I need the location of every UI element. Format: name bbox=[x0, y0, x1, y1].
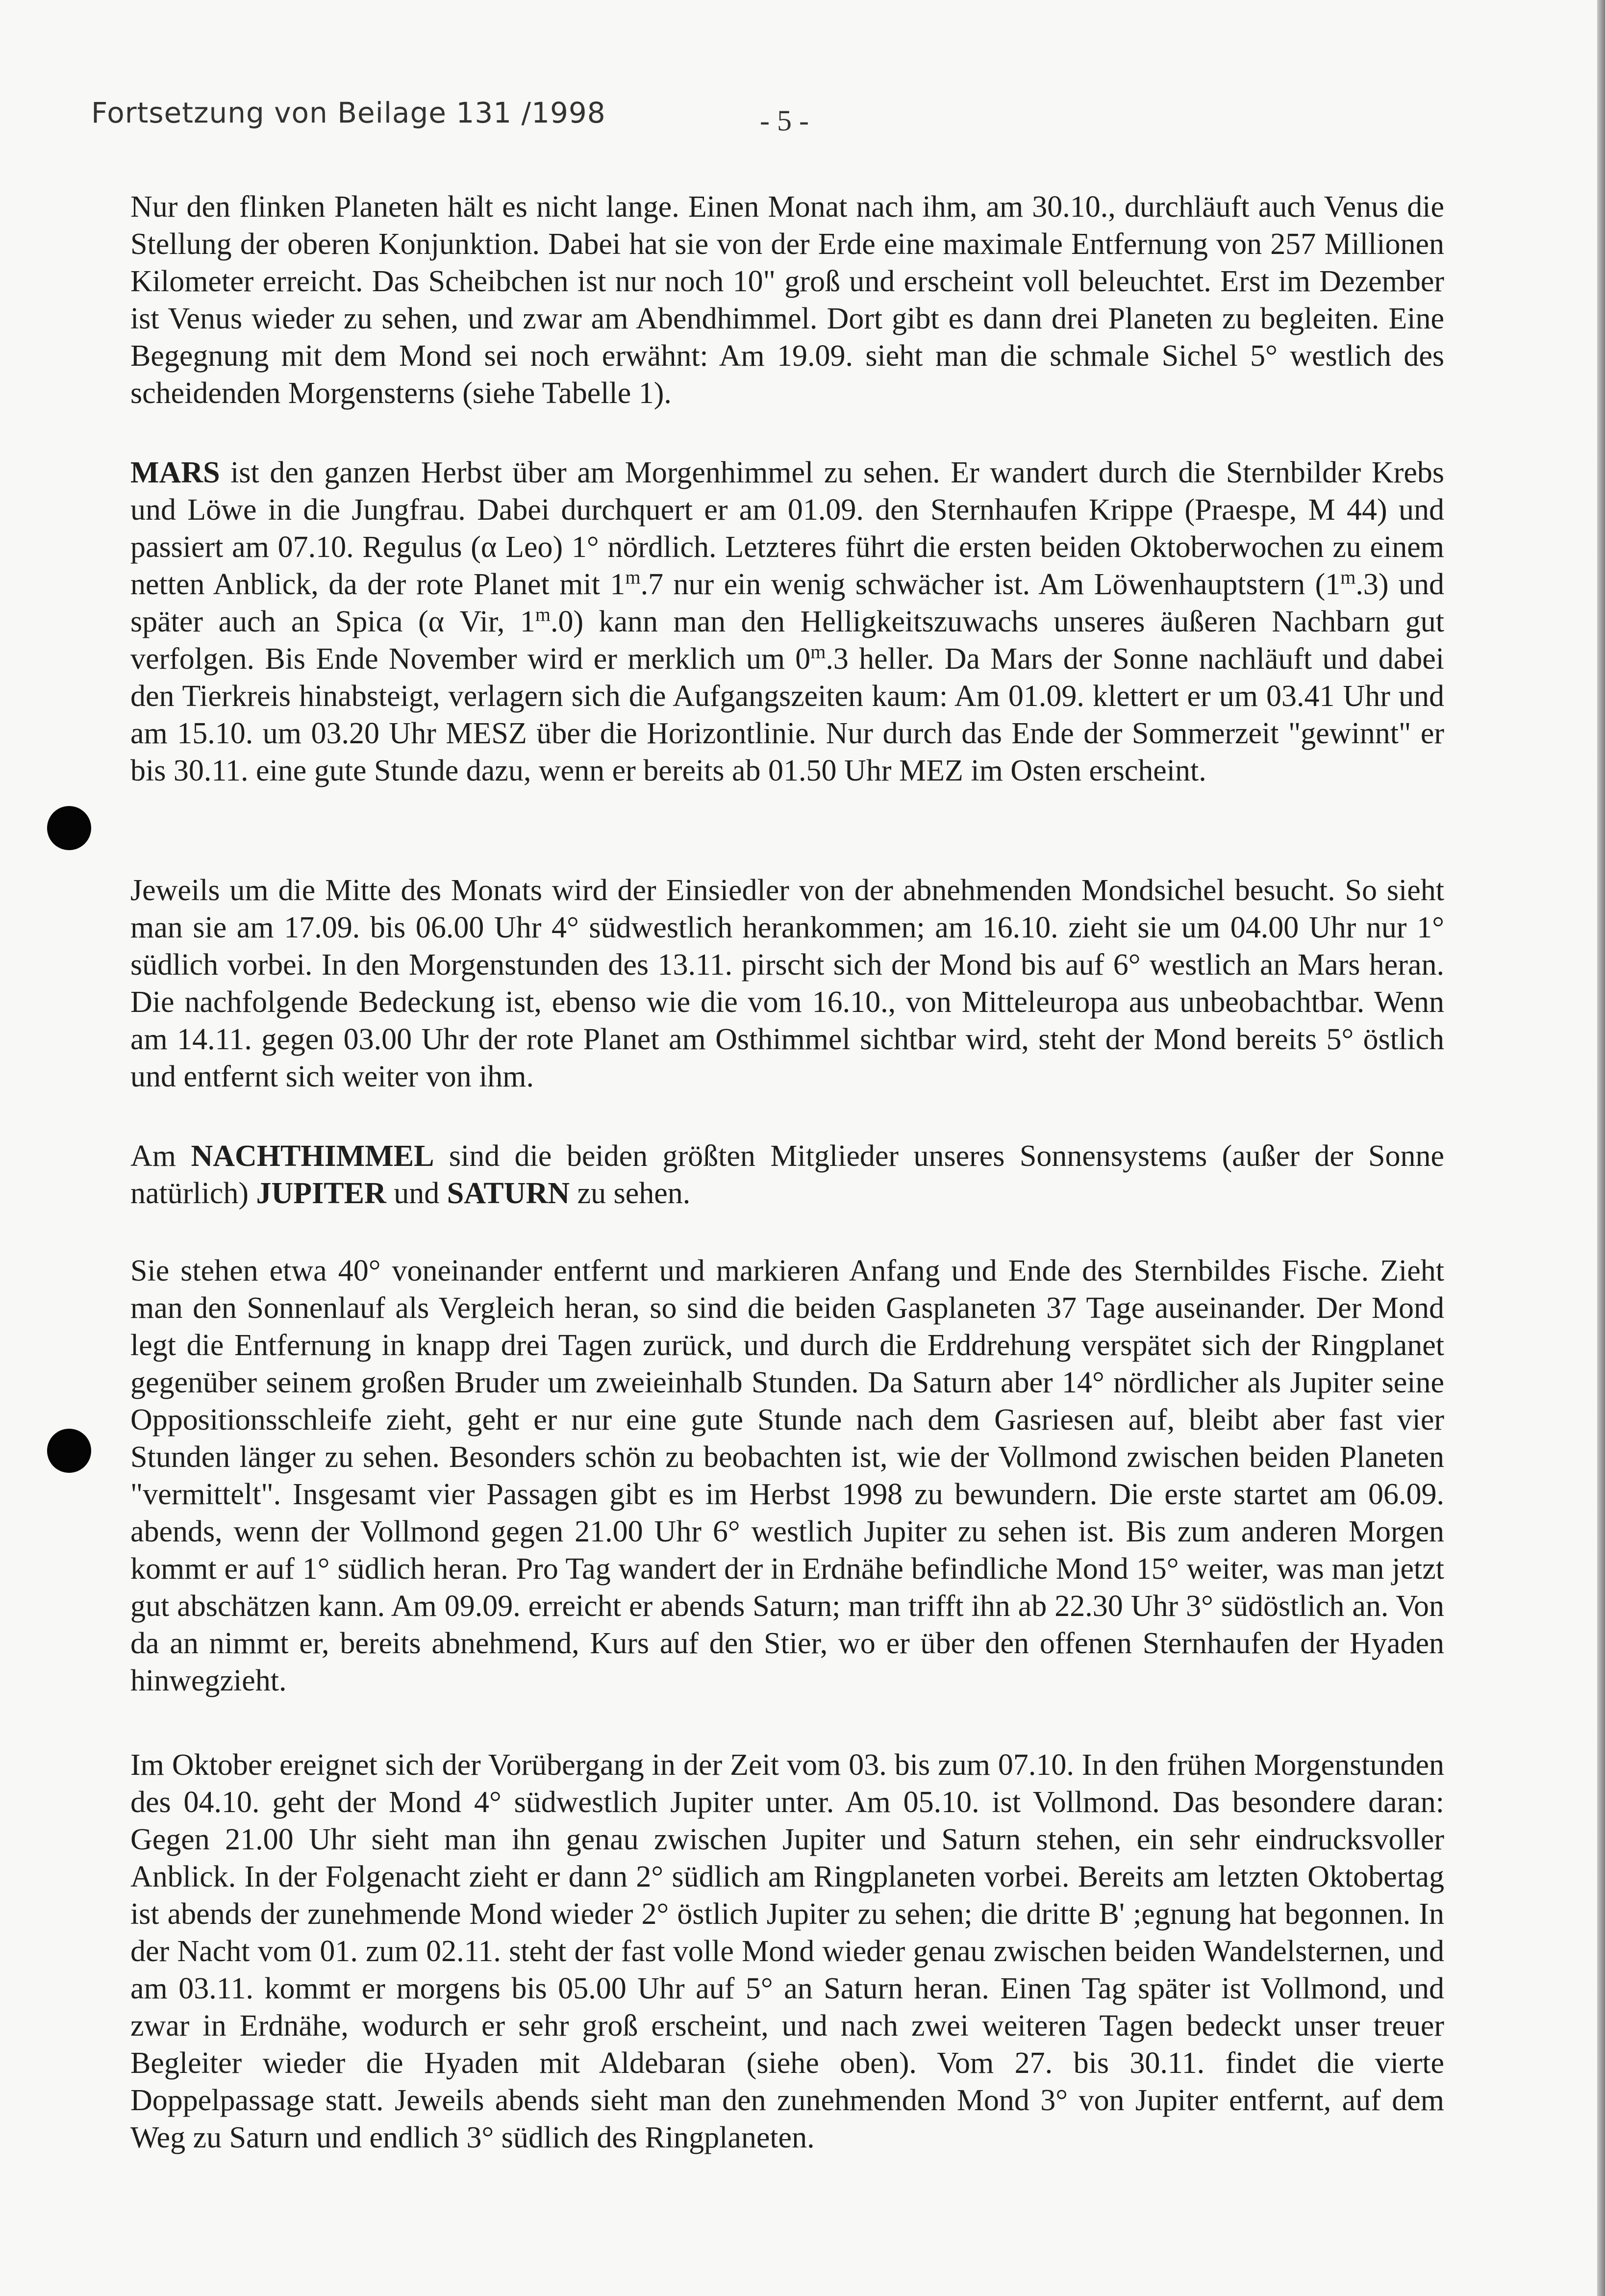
paragraph-mars: MARS ist den ganzen Herbst über am Morgenhimmel zu sehen. Er wandert durch die Sternbilder Krebs und Löwe in die Jungfrau. Dabei durchquert er am 01.09. den Sternhaufen Krippe (Praespe, M 44) und passiert am 07.10. Regulus (α Leo) 1° nördlich. Letzteres führt die ersten beiden Oktoberwochen zu einem netten Anblick, da der rote Planet mit 1$^m$.7 nur ein wenig schwächer ist. Am Löwenhauptstern (1$^m$.3) und später auch an Spica (α Vir, 1$^m$.0) kann man den Helligkeitszuwachs unseres äußeren Nachbarn gut verfolgen. Bis Ende November wird er merklich um 0$^m$.3 heller. Da Mars der Sonne nachläuft und dabei den Tierkreis hinabsteigt, verlagern sich die Aufgangszeiten kaum: Am 01.09. klettert er um 03.41 Uhr und am 15.10. um 03.20 Uhr MESZ über die Horizontlinie. Nur durch das Ende der Sommerzeit "gewinnt" er bis 30.11. eine gute Stunde dazu, wenn er bereits ab 01.50 Uhr MEZ im Osten erscheint. bbox=[130, 456, 1444, 787]
paragraph-venus: Nur den flinken Planeten hält es nicht lange. Einen Monat nach ihm, am 30.10., durchläuft auch Venus die Stellung der oberen Konjunktion. Dabei hat sie von der Erde eine maximale Entfernung von 257 Millionen Kilometer erreicht. Das Scheibchen ist nur noch 10" groß und erscheint voll beleuchtet. Erst im Dezember ist Venus wieder zu sehen, und zwar am Abendhimmel. Dort gibt es dann drei Planeten zu begleiten. Eine Begegnung mit dem Mond sei noch erwähnt: Am 19.09. sieht man die schmale Sichel 5° westlich des scheidenden Morgensterns (siehe Tabelle 1). bbox=[130, 190, 1444, 410]
paragraph-oktober: Im Oktober ereignet sich der Vorübergang in der Zeit vom 03. bis zum 07.10. In den frühen Morgenstunden des 04.10. geht der Mond 4° südwestlich Jupiter unter. Am 05.10. ist Vollmond. Das besondere daran: Gegen 21.00 Uhr sieht man ihn genau zwischen Jupiter und Saturn stehen, ein sehr eindrucksvoller Anblick. In der Folgenacht zieht er dann 2° südlich am Ringplaneten vorbei. Bereits am letzten Oktobertag ist abends der zunehmende Mond wieder 2° östlich Jupiter zu sehen; die dritte B' ;egnung hat begonnen. In der Nacht vom 01. zum 02.11. steht der fast volle Mond wieder genau zwischen beiden Wandelsternen, und am 03.11. kommt er morgens bis 05.00 Uhr auf 5° an Saturn heran. Einen Tag später ist Vollmond, und zwar in Erdnähe, wodurch er sehr groß erscheint, und nach zwei weiteren Tagen bedeckt unser treuer Begleiter wieder die Hyaden mit Aldebaran (siehe oben). Vom 27. bis 30.11. findet die vierte Doppelpassage statt. Jeweils abends sieht man den zunehmenden Mond 3° von Jupiter entfernt, auf dem Weg zu Saturn und endlich 3° südlich des Ringplaneten. bbox=[130, 1748, 1444, 2154]
page-number: - 5 - bbox=[760, 104, 809, 137]
paragraph-jupiter-saturn: Sie stehen etwa 40° voneinander entfernt und markieren Anfang und Ende des Sternbildes Fische. Zieht man den Sonnenlauf als Vergleich heran, so sind die beiden Gasplaneten 37 Tage auseinander. Der Mond legt die Entfernung in knapp drei Tagen zurück, und durch die Erddrehung verspätet sich der Ringplanet gegenüber seinem großen Bruder um zweieinhalb Stunden. Da Saturn aber 14° nördlicher als Jupiter seine Oppositionsschleife zieht, geht er nur eine gute Stunde nach dem Gasriesen auf, bleibt aber fast vier Stunden länger zu sehen. Besonders schön zu beobachten ist, wie der Vollmond zwischen beiden Planeten "vermittelt". Insgesamt vier Passagen gibt es im Herbst 1998 zu bewundern. Die erste startet am 06.09. abends, wenn der Vollmond gegen 21.00 Uhr 6° westlich Jupiter zu sehen ist. Bis zum anderen Morgen kommt er auf 1° südlich heran. Pro Tag wandert der in Erdnähe befindliche Mond 15° weiter, was man jetzt gut abschätzen kann. Am 09.09. erreicht er abends Saturn; man trifft ihn ab 22.30 Uhr 3° südöstlich an. Von da an nimmt er, bereits abnehmend, Kurs auf den Stier, wo er über den offenen Sternhaufen der Hyaden hinwegzieht. bbox=[130, 1254, 1444, 1697]
punch-hole-top-icon bbox=[47, 806, 91, 850]
page-edge bbox=[1597, 0, 1605, 2296]
heading-saturn: SATURN bbox=[447, 1177, 570, 1210]
paragraph-nachthimmel: Am NACHTHIMMEL sind die beiden größten Mitglieder unseres Sonnensystems (außer der Sonne natürlich) JUPITER und SATURN zu sehen. bbox=[130, 1139, 1444, 1210]
heading-mars: MARS bbox=[130, 456, 220, 489]
heading-nachthimmel: NACHTHIMMEL bbox=[191, 1139, 434, 1173]
punch-hole-bottom-icon bbox=[47, 1429, 91, 1473]
heading-jupiter: JUPITER bbox=[256, 1177, 386, 1210]
header-continuation: Fortsetzung von Beilage 131 /1998 bbox=[91, 96, 606, 129]
paragraph-mars-moon: Jeweils um die Mitte des Monats wird der Einsiedler von der abnehmenden Mondsichel besucht. So sieht man sie am 17.09. bis 06.00 Uhr 4° südwestlich herankommen; am 16.10. zieht sie um 04.00 Uhr nur 1° südlich vorbei. In den Morgenstunden des 13.11. pirscht sich der Mond bis auf 6° westlich an Mars heran. Die nachfolgende Bedeckung ist, ebenso wie die vom 16.10., von Mitteleuropa aus unbeobachtbar. Wenn am 14.11. gegen 03.00 Uhr der rote Planet am Osthimmel sichtbar wird, steht der Mond bereits 5° östlich und entfernt sich weiter von ihm. bbox=[130, 874, 1444, 1093]
